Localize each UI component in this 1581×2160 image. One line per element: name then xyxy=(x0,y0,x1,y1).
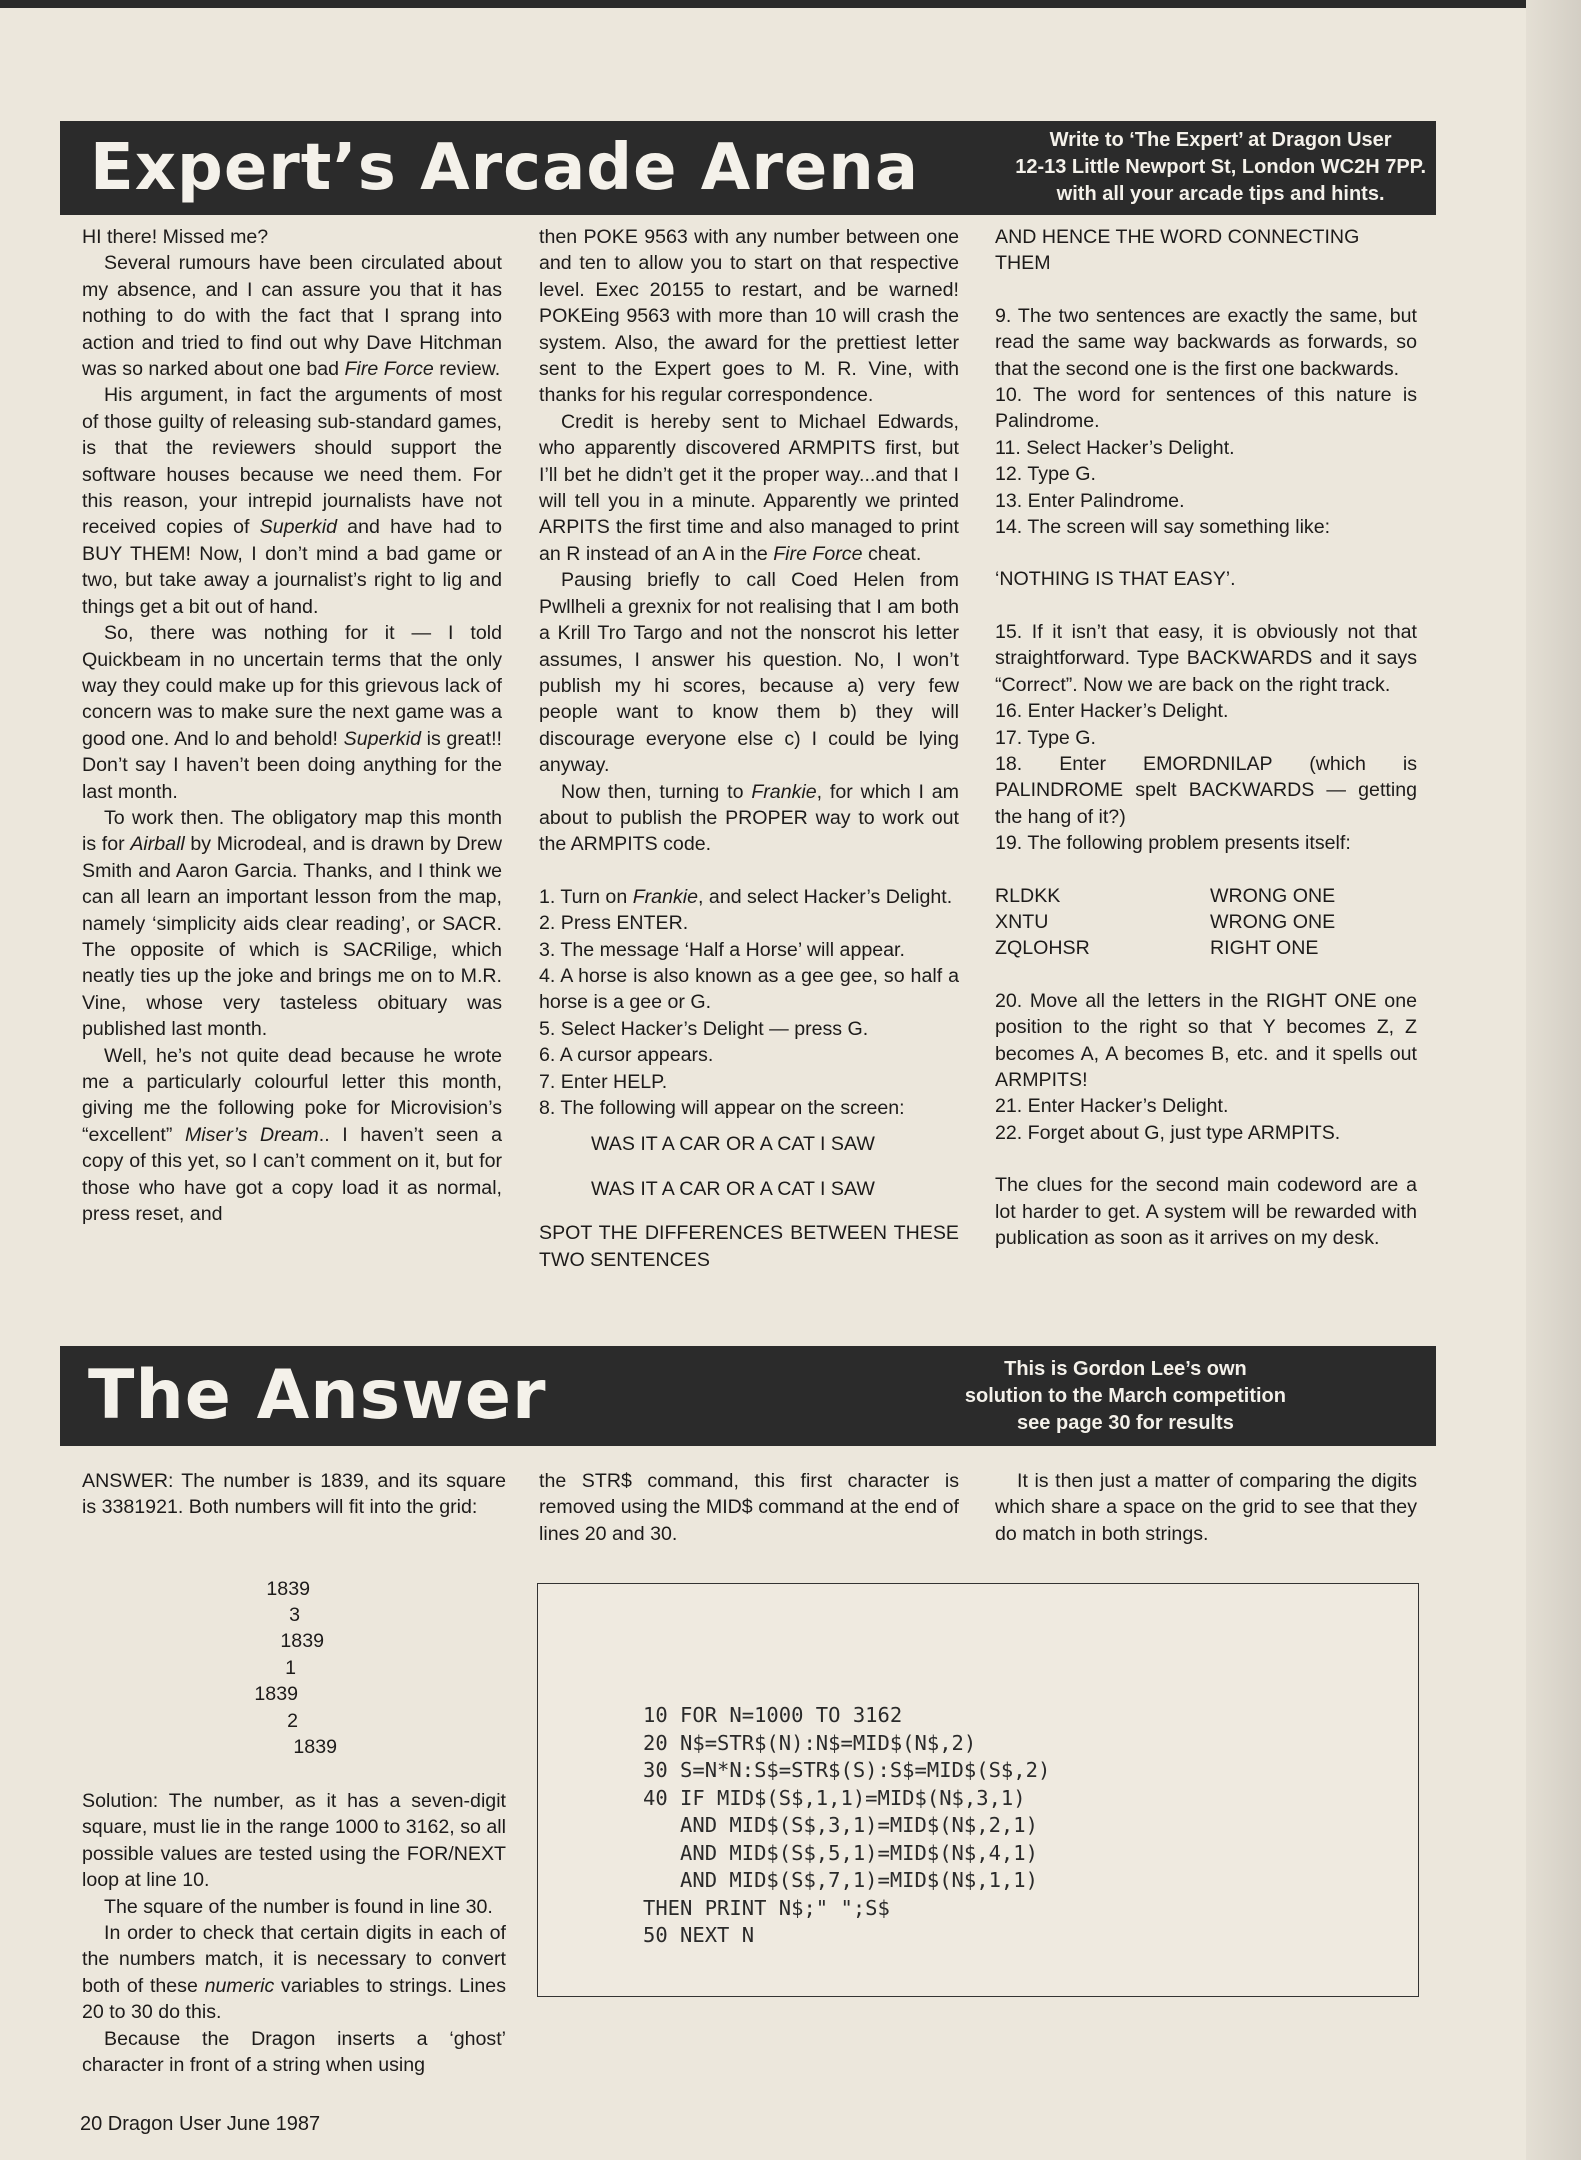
paragraph: In order to check that certain digits in each of the numbers match, it is necessary to convert both of these numeric variables to strings. Lines 20 to 30 do this. xyxy=(82,1922,506,2024)
address-line-1: Write to ‘The Expert’ at Dragon User xyxy=(1049,129,1392,151)
arena-banner xyxy=(60,121,1436,215)
paragraph: So, there was nothing for it — I told Quickbeam in no uncertain terms that the only way they could make up for this grievous lack of concern was to make sure the next game was a good one. And lo and behold! Superkid is great!! Don’t say I haven’t been doing anything for the last month. xyxy=(82,622,502,803)
step: 21. Enter Hacker’s Delight. xyxy=(995,1095,1229,1118)
step: 11. Select Hacker’s Delight. xyxy=(995,436,1235,459)
paragraph: Now then, turning to Frankie, for which I am about to publish the PROPER way to work out the ARMPITS code. xyxy=(539,780,959,856)
grid-row: 2 xyxy=(287,1710,298,1732)
step: 7. Enter HELP. xyxy=(539,1070,668,1093)
arena-column-3 xyxy=(995,224,1417,1251)
step: 13. Enter Palindrome. xyxy=(995,489,1185,512)
code-line: AND MID$(S$,7,1)=MID$(N$,1,1) xyxy=(643,1868,1038,1892)
grid-row: 1839 xyxy=(266,1578,310,1600)
arena-column-2 xyxy=(539,224,959,1273)
clue-table xyxy=(995,883,1417,962)
clue-row: ZQLOHSR RIGHT ONE xyxy=(995,937,1319,960)
program-listing xyxy=(537,1583,1419,1997)
grid-row: 1839 xyxy=(280,1630,324,1652)
answer-solution xyxy=(82,1788,506,2078)
code-line: THEN PRINT N$;" ";S$ xyxy=(643,1895,890,1920)
code-line: AND MID$(S$,5,1)=MID$(N$,4,1) xyxy=(643,1840,1038,1865)
screen-line: SPOT THE DIFFERENCES BETWEEN THESE TWO SENTENCES xyxy=(539,1222,959,1271)
step: 8. The following will appear on the screen: xyxy=(539,1097,905,1119)
step: 14. The screen will say something like: xyxy=(995,516,1331,539)
note-line-2: solution to the March competition xyxy=(964,1385,1286,1407)
paragraph: Well, he’s not quite dead because he wrote me a particularly colourful letter this month, giving me the following poke for Microvision’s “excellent” Miser’s Dream.. I haven’t seen a copy of this yet, so I can’t comment on it, but for those who have got a copy load it as normal, press reset, and xyxy=(82,1044,502,1226)
answer-title: The Answer xyxy=(88,1356,547,1435)
code-line: AND MID$(S$,3,1)=MID$(N$,2,1) xyxy=(643,1813,1038,1837)
top-edge-strip xyxy=(0,0,1581,8)
arena-address xyxy=(1015,127,1426,208)
address-line-2: 12-13 Little Newport St, London WC2H 7PP. xyxy=(1015,156,1426,178)
paragraph: Several rumours have been circulated about my absence, and I can assure you that it has nothing to do with the fact that I sprang into action and tried to find out why Dave Hitchman was so narked about one bad Fire Force review. xyxy=(82,252,502,381)
grid-row: 3 xyxy=(289,1604,300,1626)
note-line-3: see page 30 for results xyxy=(1017,1412,1234,1434)
step: 6. A cursor appears. xyxy=(539,1044,714,1067)
paragraph: Credit is hereby sent to Michael Edwards, who apparently discovered ARMPITS first, but I’ll bet he didn’t get it the proper way...and that I will tell you in a minute. Apparently we printed ARPITS the first time and also managed to print an R instead of an A in the Fire Force cheat. xyxy=(539,410,959,565)
answer-note xyxy=(965,1356,1286,1437)
paragraph: Solution: The number, as it has a seven-digit square, must lie in the range 1000 to 3162, so all possible values are tested using the FOR/NEXT loop at line 10. xyxy=(82,1790,506,1892)
screen-line: WAS IT A CAR OR A CAT I SAW xyxy=(591,1177,875,1200)
paragraph: To work then. The obligatory map this month is for Airball by Microdeal, and is drawn by Drew Smith and Aaron Garcia. Thanks, and I think we can all learn an important lesson from the map, namely ‘simplicity aids clear reading’, or SACR. The opposite of which is SACRilige, which neatly ties up the joke and brings me on to M.R. Vine, whose very tasteless obituary was published last month. xyxy=(82,806,502,1041)
grid-row: 1839 xyxy=(254,1683,298,1705)
step: 3. The message ‘Half a Horse’ will appear. xyxy=(539,938,905,961)
step: 16. Enter Hacker’s Delight. xyxy=(995,700,1229,723)
code-line: 10 FOR N=1000 TO 3162 xyxy=(643,1703,903,1727)
step: 15. If it isn’t that easy, it is obviously not that straightforward. Type BACKWARDS and it says “Correct”. Now we are back on the right track. xyxy=(995,620,1417,696)
paragraph: It is then just a matter of comparing the digits which share a space on the grid to see that they do match in both strings. xyxy=(995,1470,1417,1545)
grid-row: 1839 xyxy=(293,1736,337,1758)
clue-row: XNTU WRONG ONE xyxy=(995,910,1336,933)
step: 10. The word for sentences of this nature is Palindrome. xyxy=(995,384,1417,433)
step: 12. Type G. xyxy=(995,463,1096,486)
code-line: 40 IF MID$(S$,1,1)=MID$(N$,3,1) xyxy=(643,1785,1026,1810)
step: 18. Enter EMORDNILAP (which is PALINDROME spelt BACKWARDS — getting the hang of it?) xyxy=(995,752,1417,828)
paragraph: ANSWER: The number is 1839, and its square is 3381921. Both numbers will fit into the grid: xyxy=(82,1470,506,1519)
paragraph: the STR$ command, this first character is removed using the MID$ command at the end of lines 20 and 30. xyxy=(539,1470,959,1545)
paragraph: The square of the number is found in line 30. xyxy=(104,1895,493,1918)
arena-title: Expert’s Arcade Arena xyxy=(90,131,920,205)
paragraph: Because the Dragon inserts a ‘ghost’ character in front of a string when using xyxy=(82,2027,506,2077)
grid-row: 1 xyxy=(285,1657,296,1679)
paragraph: His argument, in fact the arguments of most of those guilty of releasing sub-standard games, is that the reviewers should support the software houses because we need them. For this reason, your intrepid journalists have not received copies of Superkid and have had to BUY THEM! Now, I don’t mind a bad game or two, but take away a journalist’s right to lig and things get a bit out of hand. xyxy=(82,384,502,618)
code-line: 50 NEXT N xyxy=(643,1923,755,1947)
answer-column-1 xyxy=(82,1468,506,1521)
page-gutter-shadow xyxy=(1526,0,1581,2160)
screen-line: AND HENCE THE WORD CONNECTING THEM xyxy=(995,226,1360,275)
arena-column-1 xyxy=(82,224,502,1227)
paragraph: HI there! Missed me? xyxy=(82,226,269,248)
paragraph: Pausing briefly to call Coed Helen from Pwllheli a grexnix for not realising that I am both a Krill Tro Targo and not the nonscrot his letter assumes, I answer his question. No, I won’t publish my hi scores, because a) very few people want to know them b) they will discourage everyone else c) I could be lying anyway. xyxy=(539,569,959,777)
listing-code xyxy=(643,1702,1050,1950)
code-line: 20 N$=STR$(N):N$=MID$(N$,2) xyxy=(643,1730,977,1755)
note-line-1: This is Gordon Lee’s own xyxy=(1004,1358,1247,1380)
answer-banner xyxy=(60,1346,1436,1446)
step: 20. Move all the letters in the RIGHT ONE one position to the right so that Y becomes Z, Z becomes A, A becomes B, etc. and it spells out ARMPITS! xyxy=(995,989,1417,1091)
screen-line: WAS IT A CAR OR A CAT I SAW xyxy=(591,1133,875,1156)
answer-column-3 xyxy=(995,1468,1417,1547)
page-footer: 20 Dragon User June 1987 xyxy=(80,2113,321,2135)
paragraph: The clues for the second main codeword are a lot harder to get. A system will be rewarded with publication as soon as it arrives on my desk. xyxy=(995,1174,1417,1249)
step: 17. Type G. xyxy=(995,726,1096,749)
step: 4. A horse is also known as a gee gee, so half a horse is a gee or G. xyxy=(539,964,959,1014)
paragraph: then POKE 9563 with any number between one and ten to allow you to start on that respective level. Exec 20155 to restart, and be warned! POKEing 9563 with more than 10 will crash the system. Also, the award for the prettiest letter sent to the Expert goes to M. R. Vine, with thanks for his regular correspondence. xyxy=(539,226,959,407)
code-line: 30 S=N*N:S$=STR$(S):S$=MID$(S$,2) xyxy=(643,1758,1051,1782)
step: 22. Forget about G, just type ARMPITS. xyxy=(995,1121,1341,1144)
step: 5. Select Hacker’s Delight — press G. xyxy=(539,1017,869,1040)
clue-row: RLDKK WRONG ONE xyxy=(995,884,1336,907)
step: 1. Turn on Frankie, and select Hacker’s Delight. xyxy=(539,885,953,908)
step: 9. The two sentences are exactly the same, but read the same way backwards as forwards, so that the second one is the first one backwards. xyxy=(995,304,1417,380)
address-line-3: with all your arcade tips and hints. xyxy=(1056,183,1385,205)
step: 19. The following problem presents itself: xyxy=(995,832,1351,855)
screen-line: ‘NOTHING IS THAT EASY’. xyxy=(995,568,1236,591)
step: 2. Press ENTER. xyxy=(539,912,689,935)
answer-column-2 xyxy=(539,1468,959,1547)
